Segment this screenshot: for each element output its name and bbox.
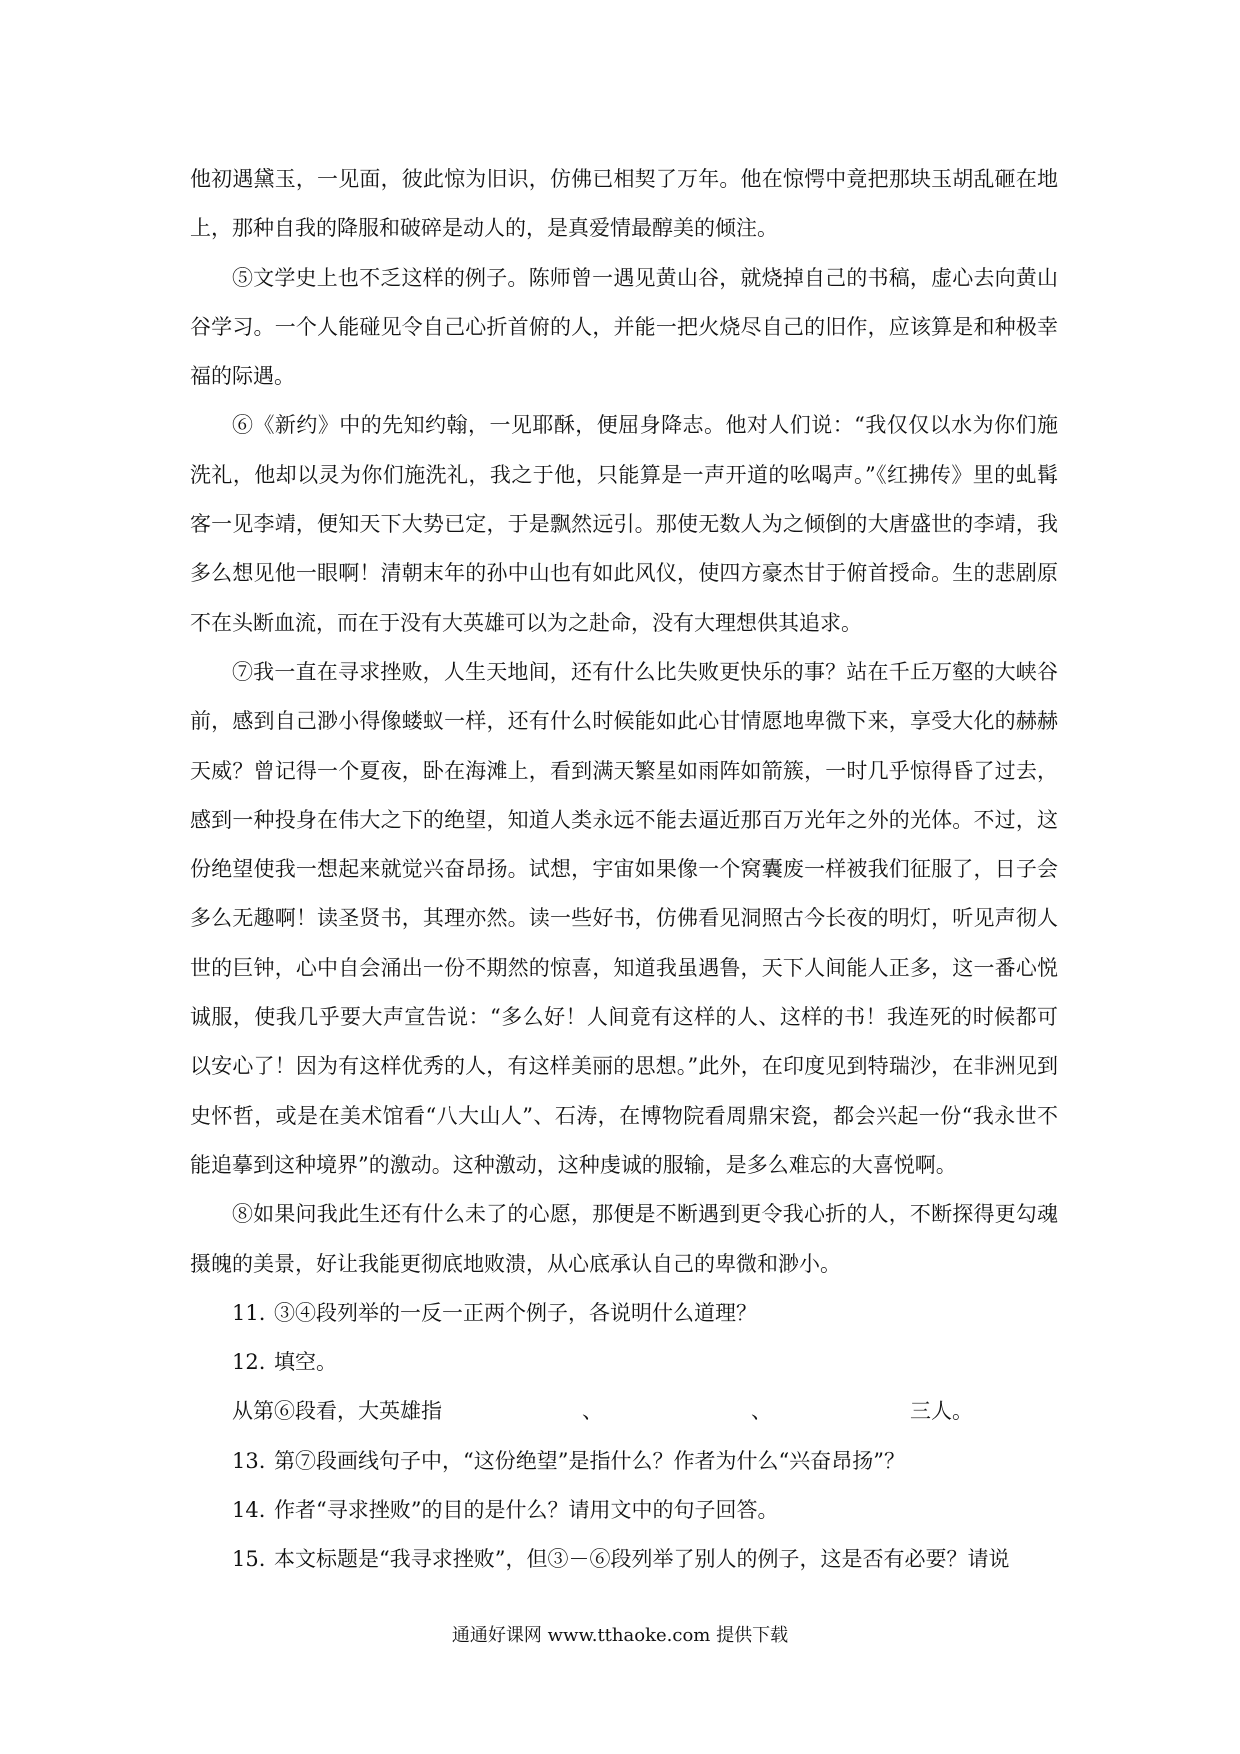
question-number: 15.: [232, 1547, 266, 1572]
question-text: 第⑦段画线句子中，“这份绝望”是指什么？作者为什么“兴奋昂扬”？: [274, 1448, 905, 1473]
paragraph-continuation: 他初遇黛玉，一见面，彼此惊为旧识，仿佛已相契了万年。他在惊愕中竟把那块玉胡乱砸在地上，那种自我的降服和破碎是动人的，是真爱情最醇美的倾注。: [190, 167, 1058, 241]
fill-prefix: 从第⑥段看，大英雄指: [232, 1399, 442, 1424]
question-number: 13.: [232, 1448, 266, 1473]
page-footer: 通通好课网 www.tthaoke.com 提供下载: [451, 1625, 789, 1646]
question-11: [190, 1289, 1058, 1338]
question-text: 填空。: [274, 1350, 337, 1375]
question-14: [190, 1486, 1058, 1535]
paragraph-7: ⑦我一直在寻求挫败，人生天地间，还有什么比失败更快乐的事？站在千丘万壑的大峡谷前，感到自己渺小得像蝼蚁一样，还有什么时候能如此心甘情愿地卑微下来，享受大化的赫赫天威？曾记得一个夏夜，卧在海滩上，看到满天繁星如雨阵如箭簇，一时几乎惊得昏了过去，感到一种投身在伟大之下的绝望，知道人类永远不能去逼近那百万光年之外的光体。不过，这份绝望使我一想起来就觉兴奋昂扬。试想，宇宙如果像一个窝囊废一样被我们征服了，日子会多么无趣啊！读圣贤书，其理亦然。读一些好书，仿佛看见洞照古今长夜的明灯，听见声彻人世的巨钟，心中自会涌出一份不期然的惊喜，知道我虽遇鲁，天下人间能人正多，这一番心悦诚服，使我几乎要大声宣告说：“多么好！人间竟有这样的人、这样的书！我连死的时候都可以安心了！因为有这样优秀的人，有这样美丽的思想。”此外，在印度见到特瑞沙，在非洲见到史怀哲，或是在美术馆看“八大山人”、石涛，在博物院看周鼎宋瓷，都会兴起一份“我永世不能追摹到这种境界”的激动。这种激动，这种虔诚的服输，是多么难忘的大喜悦啊。: [190, 659, 1058, 1177]
question-number: 11.: [232, 1300, 266, 1325]
question-text: 本文标题是“我寻求挫败”，但③－⑥段列举了别人的例子，这是否有必要？请说: [274, 1547, 1010, 1572]
fill-separator: 、: [582, 1399, 603, 1424]
fill-separator: 、: [751, 1399, 772, 1424]
question-number: 12.: [232, 1350, 266, 1375]
body-text: [190, 155, 1058, 1585]
fill-suffix: 三人。: [910, 1399, 973, 1424]
question-12: [190, 1338, 1058, 1387]
paragraph-8: ⑧如果问我此生还有什么未了的心愿，那便是不断遇到更令我心折的人，不断探得更勾魂摄魄的美景，好让我能更彻底地败溃，从心底承认自己的卑微和渺小。: [190, 1202, 1058, 1276]
question-text: 作者“寻求挫败”的目的是什么？请用文中的句子回答。: [274, 1498, 779, 1523]
paragraph-5: ⑤文学史上也不乏这样的例子。陈师曾一遇见黄山谷，就烧掉自己的书稿，虚心去向黄山谷学习。一个人能碰见令自己心折首俯的人，并能一把火烧尽自己的旧作，应该算是和种极幸福的际遇。: [190, 265, 1058, 389]
paragraph-6: ⑥《新约》中的先知约翰，一见耶酥，便屈身降志。他对人们说：“我仅仅以水为你们施洗礼，他却以灵为你们施洗礼，我之于他，只能算是一声开道的吆喝声。”《红拂传》里的虬髯客一见李靖，便知天下大势已定，于是飘然远引。那使无数人为之倾倒的大唐盛世的李靖，我多么想见他一眼啊！清朝末年的孙中山也有如此风仪，使四方豪杰甘于俯首授命。生的悲剧原不在头断血流，而在于没有大英雄可以为之赴命，没有大理想供其追求。: [190, 413, 1058, 635]
question-number: 14.: [232, 1498, 266, 1523]
question-13: [190, 1437, 1058, 1486]
question-text: ③④段列举的一反一正两个例子，各说明什么道理？: [274, 1300, 757, 1325]
question-12-fill-blank: [190, 1387, 1058, 1436]
question-15: [190, 1535, 1058, 1584]
